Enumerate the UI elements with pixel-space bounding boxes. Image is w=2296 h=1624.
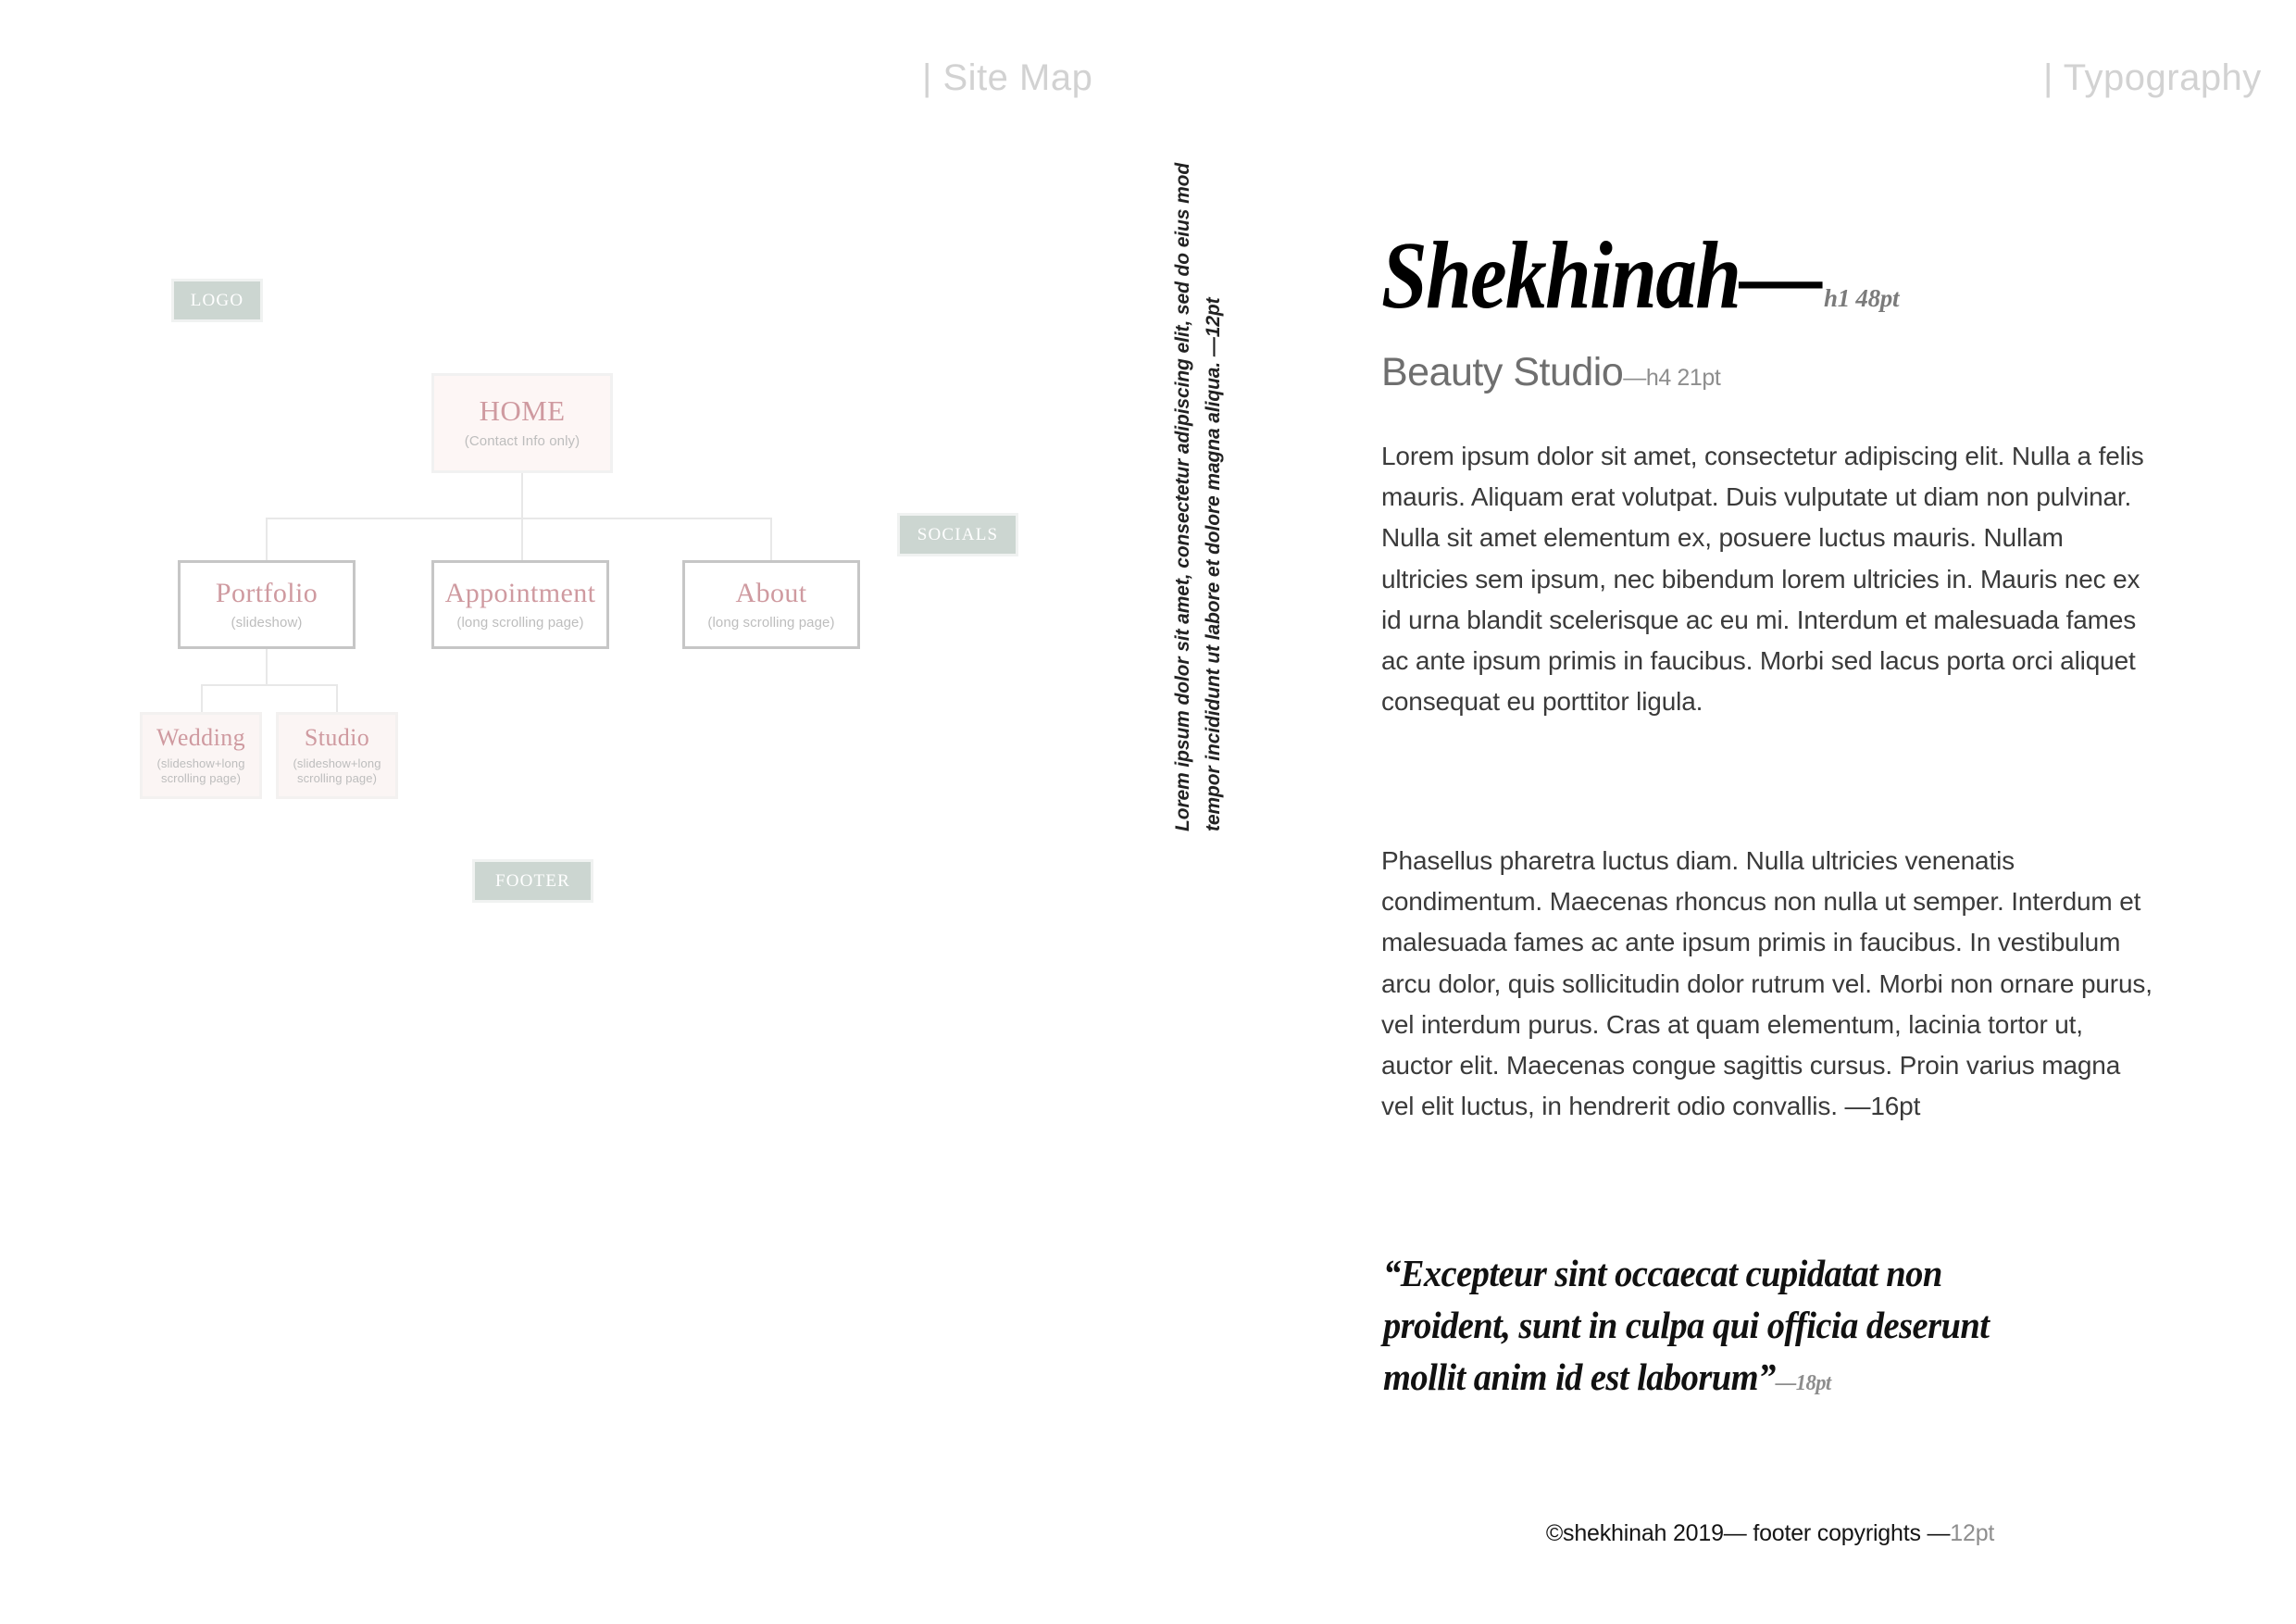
h4-specimen-row <box>1381 350 1720 395</box>
sitemap-node-wedding[interactable] <box>143 715 259 796</box>
connector-portfolio-down <box>266 649 268 685</box>
logo-placeholder-box[interactable] <box>174 281 260 319</box>
node-portfolio-title: Portfolio <box>215 577 318 608</box>
node-portfolio-subtitle: (slideshow) <box>231 614 303 631</box>
socials-placeholder-box[interactable] <box>900 516 1016 554</box>
side-note-line-2: tempor incididunt ut labore et dolore magna aliqua. —12pt <box>1202 297 1224 831</box>
socials-label: SOCIALS <box>917 524 999 544</box>
blockquote-specimen <box>1383 1248 2044 1403</box>
h1-specimen-row <box>1381 222 1900 329</box>
h4-title: Beauty Studio <box>1381 350 1624 394</box>
sitemap-node-portfolio[interactable] <box>178 560 356 649</box>
rotated-side-note <box>1168 54 1229 831</box>
body-paragraph-1: Lorem ipsum dolor sit amet, consectetur adipiscing elit. Nulla a felis mauris. Aliquam erat volutpat. Duis vulputate ut diam non pulvinar. Nulla sit amet elementum ex, posuere luctus mauris. Nullam ultricies sem ipsum, nec bibendum lorem ultricies in. Mauris nec ex id urna blandit scelerisque ac eu mi. Interdum et malesuada fames ac ante ipsum primis in faucibus. Morbi sed lacus porta orci aliquet consequat eu porttitor ligula. <box>1381 442 2144 717</box>
h4-size-note: —h4 21pt <box>1623 365 1721 391</box>
connector-to-wedding <box>201 684 203 716</box>
blockquote-size-note: —18pt <box>1775 1370 1831 1395</box>
sitemap-section-header: | Site Map <box>922 57 1093 98</box>
blockquote-text: “Excepteur sint occaecat cupidatat non proident, sunt in culpa qui officia deserunt mollit anim id est laborum” <box>1383 1252 1990 1398</box>
connector-to-about <box>770 518 772 561</box>
node-about-title: About <box>735 577 807 608</box>
connector-to-appointment <box>521 518 523 561</box>
sitemap-node-studio[interactable] <box>279 715 395 796</box>
node-studio-subtitle: (slideshow+long scrolling page) <box>293 756 381 785</box>
node-about-subtitle: (long scrolling page) <box>707 614 835 631</box>
footer-size-note: 12pt <box>1950 1520 1995 1546</box>
typography-panel <box>1172 0 2296 1624</box>
sitemap-node-home[interactable] <box>434 376 610 470</box>
logo-label: LOGO <box>190 290 244 310</box>
side-note-line-1: Lorem ipsum dolor sit amet, consectetur adipiscing elit, sed do eius mod <box>1172 162 1193 831</box>
h1-title: Shekhinah— <box>1381 222 1821 329</box>
body-paragraph-2: Phasellus pharetra luctus diam. Nulla ultricies venenatis condimentum. Maecenas rhoncus non nulla ut semper. Interdum et malesuada fames ac ante ipsum primis in faucibus. In vestibulum arcu dolor, quis sollicitudin dolor rutrum vel. Morbi non ornare purus, vel interdum purus. Cras at quam elementum, lacinia tortor ut, auctor elit. Maecenas congue sagittis cursus. Proin varius magna vel elit luctus, in hendrerit odio convallis. —16pt <box>1381 846 2152 1121</box>
node-appointment-title: Appointment <box>444 577 596 608</box>
sitemap-node-appointment[interactable] <box>431 560 609 649</box>
footer-label: FOOTER <box>494 870 571 891</box>
footer-placeholder-box[interactable] <box>475 862 591 900</box>
node-studio-title: Studio <box>304 723 370 751</box>
footer-copyright-text: ©shekhinah 2019— footer copyrights — <box>1545 1520 1951 1546</box>
footer-copyright-line <box>1381 1520 2159 1547</box>
connector-to-studio <box>336 684 338 716</box>
node-appointment-subtitle: (long scrolling page) <box>456 614 584 631</box>
connector-home-down <box>521 470 523 518</box>
connector-to-portfolio <box>266 518 268 561</box>
h1-size-note: h1 48pt <box>1824 284 1900 312</box>
node-home-title: HOME <box>479 394 566 428</box>
connector-main-bus <box>266 518 771 519</box>
typography-section-header: | Typography <box>2043 57 2262 98</box>
sitemap-node-about[interactable] <box>682 560 860 649</box>
node-wedding-subtitle: (slideshow+long scrolling page) <box>156 756 245 785</box>
node-home-subtitle: (Contact Info only) <box>464 433 580 450</box>
node-wedding-title: Wedding <box>156 723 246 751</box>
connector-leaf-bus <box>201 684 337 686</box>
